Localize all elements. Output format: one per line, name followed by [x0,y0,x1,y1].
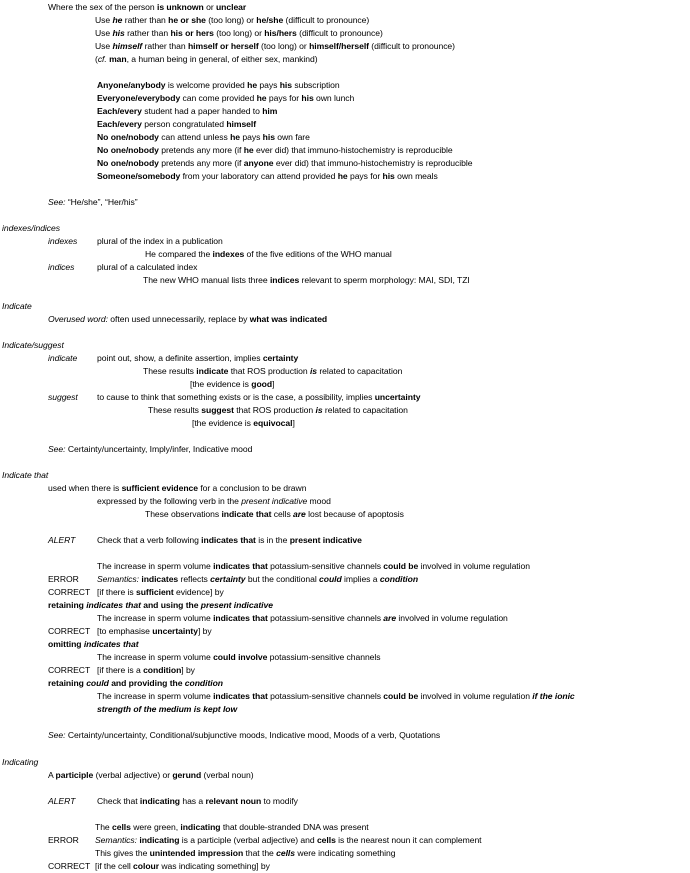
text-run: ALERT [48,796,76,806]
text-run: is in the [255,535,290,545]
text-run: pays [257,80,280,90]
text-run: strength of the medium is kept low [97,704,238,714]
text-line [48,483,306,494]
text-line [48,835,79,846]
text-run: ever did) that immuno-histochemistry is reproducible [273,158,473,168]
text-run: indicates that [213,561,268,571]
text-run: The new WHO manual lists three [143,275,270,285]
text-run: and providing the [108,678,185,688]
text-run: uncertainty [374,392,421,402]
text-line [95,15,369,26]
text-line [97,106,277,117]
text-run: pays for [266,93,302,103]
text-run: cells [316,835,336,845]
text-run: mood [307,496,331,506]
text-run: The [95,822,112,832]
text-line [48,2,246,13]
text-run: relevant to sperm morphology: MAI, SDI, TZI [299,275,470,285]
text-run: cells [271,509,294,519]
text-run: Indicate that [2,470,49,480]
text-line [145,249,392,260]
text-run: his or hers [170,28,214,38]
text-run: [if there is [97,587,136,597]
text-run: ever did) that immuno-histochemistry is reproducible [253,145,453,155]
text-run: indicating [180,822,221,832]
text-line [192,418,295,429]
text-run: reflects [178,574,211,584]
text-run: condition [184,678,223,688]
text-run: indicates that [213,691,268,701]
text-run: Certainty/uncertainty, Conditional/subjunctive moods, Indicative mood, Moods of a verb, Quotations [65,730,441,740]
text-line [97,652,381,663]
text-run: Check that a verb following [97,535,202,545]
text-run: equivocal [253,418,293,428]
text-run: indexes [48,236,78,246]
text-run: CORRECT [48,665,91,675]
text-run: [the evidence is [192,418,254,428]
text-run: can attend unless [158,132,231,142]
text-line [48,678,223,689]
text-run: anyone [243,158,274,168]
text-run: ERROR [48,835,79,845]
text-run: involved in volume regulation [418,691,533,701]
text-run: Use [95,28,113,38]
text-line [48,730,440,741]
text-run: [the evidence is [190,379,252,389]
text-run: of the person [102,2,157,12]
text-line [97,665,195,676]
text-line [97,236,223,247]
text-run: he [243,145,254,155]
text-line [143,275,470,286]
text-run: These results [143,366,197,376]
text-line [48,770,254,781]
text-run: subscription [292,80,340,90]
text-run: could involve [213,652,268,662]
text-run: sufficient evidence [121,483,198,493]
text-line [2,340,64,351]
text-run: A [48,770,56,780]
text-line [48,197,138,208]
text-run: his [301,93,314,103]
text-run: his [279,80,292,90]
text-run: Indicating [2,757,39,767]
text-run: involved in volume regulation [418,561,530,571]
text-run: participle [55,770,94,780]
text-run: certainty [210,574,246,584]
text-line [48,600,273,611]
text-run: rather than [142,41,188,51]
text-line [97,796,298,807]
text-run: CORRECT [48,861,91,871]
text-run: could be [383,691,419,701]
text-line [48,861,90,872]
text-run: for a conclusion to be drawn [198,483,307,493]
text-run: Overused word: [48,314,108,324]
text-run: gerund [172,770,202,780]
text-run: retaining [48,678,87,688]
text-line [95,822,369,833]
text-run: CORRECT [48,626,91,636]
text-run: but the conditional [245,574,320,584]
text-run: good [251,379,273,389]
text-run: , a human being in general, of either sex, mankind) [126,54,318,64]
text-run: Certainty/uncertainty, Imply/infer, Indicative mood [65,444,253,454]
text-run: his [382,171,395,181]
text-run: No one/nobody [97,145,159,155]
text-run: Semantics: [97,574,140,584]
text-run: CORRECT [48,587,91,597]
text-line [143,366,402,377]
text-run: pays [240,132,263,142]
text-run: potassium-sensitive channels [267,613,384,623]
text-run: if the ionic [532,691,575,701]
text-run: that the [243,848,277,858]
text-run: ] [272,379,275,389]
text-run: [to emphasise [97,626,153,636]
text-run: lost because of apoptosis [305,509,404,519]
text-run: is unknown [156,2,204,12]
text-run: pretends any more (if [158,158,244,168]
text-run: plural of a calculated index [97,262,198,272]
text-run: sufficient [136,587,174,597]
text-run: pays for [347,171,383,181]
text-run: cf. [97,54,107,64]
text-line [2,470,48,481]
text-run: condition [143,665,182,675]
text-run: Use [95,15,113,25]
text-run: [if the cell [95,861,134,871]
text-run: himself [112,41,143,51]
text-line [48,444,252,455]
text-line [97,704,237,715]
text-run: indicates that [201,535,256,545]
text-run: Each/every [97,106,142,116]
text-run: Indicate [2,301,32,311]
text-line [97,119,256,130]
text-run: (verbal noun) [201,770,254,780]
text-run: sex [89,2,103,12]
text-run: indicate that [221,509,272,519]
text-run: himself/herself [309,41,369,51]
text-run: (verbal adjective) or [93,770,173,780]
text-line [95,28,383,39]
text-run: present indicative [289,535,362,545]
text-line [190,379,274,390]
text-run: himself [226,119,257,129]
text-run: present indicative [241,496,308,506]
text-run: unintended impression [149,848,244,858]
text-run: own lunch [313,93,355,103]
text-run: expressed by the following verb in the [97,496,242,506]
text-run: was indicating something] by [159,861,270,871]
text-run: that ROS production [233,405,316,415]
text-run: himself or herself [187,41,259,51]
text-run: Where the [48,2,90,12]
text-run: can come provided [180,93,257,103]
text-run: own meals [394,171,438,181]
text-run: Use [95,41,113,51]
text-run: is [315,405,323,415]
text-run: [if there is a [97,665,144,675]
text-run: Semantics: [95,835,138,845]
text-run: are [383,613,397,623]
text-run: He compared the [145,249,213,259]
text-run: indicates [141,574,179,584]
text-line [2,757,38,768]
text-line [95,848,395,859]
text-run: No one/nobody [97,158,159,168]
text-line [48,392,78,403]
text-run: indexes [212,249,245,259]
text-line [48,626,90,637]
text-run: could [86,678,109,688]
text-run: and using the [140,600,201,610]
text-run: is the nearest noun it can complement [335,835,482,845]
text-run: were indicating something [295,848,396,858]
text-run: he [337,171,348,181]
text-run: No one/nobody [97,132,159,142]
text-line [97,145,453,156]
text-run: These observations [145,509,222,519]
text-run: condition [379,574,419,584]
text-run: evidence] by [173,587,224,597]
text-run: The increase in sperm volume [97,613,214,623]
text-run: point out, show, a definite assertion, implies [97,353,263,363]
text-line [48,236,77,247]
text-run: used when there is [48,483,122,493]
text-run: indicating [139,796,181,806]
text-run: he [230,132,241,142]
text-run: his/hers [264,28,297,38]
text-run: him [262,106,278,116]
text-run: (difficult to pronounce) [283,15,370,25]
text-run: related to capacitation [322,405,408,415]
text-run: ] by [197,626,212,636]
text-run: cells [112,822,131,832]
text-run: could be [383,561,419,571]
text-line [97,626,212,637]
text-run: (too long) or [205,15,257,25]
text-run: his [112,28,125,38]
text-run: (difficult to pronounce) [296,28,383,38]
text-run: to modify [261,796,298,806]
text-run: “He/she”, “Her/his” [65,197,138,207]
text-run: student had a paper handed to [141,106,263,116]
text-run: indices [269,275,300,285]
text-run: See: [48,730,66,740]
text-run: ] [292,418,295,428]
text-line [2,223,60,234]
text-line [48,796,75,807]
text-run: The increase in sperm volume [97,561,214,571]
text-run: Check that [97,796,140,806]
text-line [97,691,575,702]
text-line [48,262,74,273]
text-line [97,93,354,104]
text-run: indicate [48,353,78,363]
text-run: See: [48,197,66,207]
text-run: is a participle (verbal adjective) and [179,835,317,845]
text-run: has a [180,796,206,806]
text-run: that ROS production [228,366,310,376]
text-run: relevant noun [205,796,262,806]
text-line [95,835,482,846]
text-line [95,41,455,52]
text-line [97,171,438,182]
text-run: indicate [196,366,229,376]
text-run: man [109,54,127,64]
text-run: (difficult to pronounce) [368,41,455,51]
text-run: certainty [262,353,299,363]
text-run: to cause to think that something exists or is the case, a possibility, implies [97,392,375,402]
text-run: The increase in sperm volume [97,652,214,662]
text-line [95,861,270,872]
text-line [48,314,327,325]
text-run: This gives the [95,848,150,858]
text-run: ( [95,54,98,64]
text-line [145,509,404,520]
text-line [97,353,298,364]
text-run: potassium-sensitive channels [267,561,384,571]
text-line [97,496,331,507]
text-run: Anyone/anybody [97,80,166,90]
text-line [97,587,224,598]
text-line [97,561,530,572]
text-run: The increase in sperm volume [97,691,214,701]
text-run: retaining [48,600,87,610]
text-run: he or she [168,15,206,25]
text-line [48,665,90,676]
text-run: implies a [341,574,380,584]
text-run: is welcome provided [165,80,248,90]
text-run: Everyone/everybody [97,93,181,103]
text-run: These results [148,405,202,415]
text-run: (too long) or [258,41,310,51]
text-run: uncertainty [152,626,198,636]
text-line [48,587,90,598]
text-run: related to capacitation [317,366,403,376]
text-line [48,535,75,546]
text-run: often used unnecessarily, replace by [107,314,250,324]
text-run: rather than [122,15,169,25]
text-run: (too long) or [213,28,265,38]
text-run: present indicative [200,600,273,610]
text-run: he/she [256,15,284,25]
text-run: potassium-sensitive channels [267,652,381,662]
text-line [97,613,508,624]
text-run: he [247,80,258,90]
text-run: suggest [48,392,78,402]
text-run: pretends any more (if [158,145,244,155]
text-run: rather than [124,28,171,38]
text-run: he [256,93,267,103]
text-run: plural of the index in a publication [97,236,223,246]
text-line [97,80,340,91]
text-run: are [293,509,306,519]
text-run: of the five editions of the WHO manual [244,249,392,259]
text-run: Someone/somebody [97,171,181,181]
text-run: indicating [139,835,180,845]
text-run: cells [276,848,295,858]
text-run: indicates that [213,613,268,623]
text-line [48,639,139,650]
text-line [97,574,418,585]
text-run: own fare [274,132,310,142]
text-line [95,54,318,65]
text-run: omitting [48,639,84,649]
text-run: potassium-sensitive channels [267,691,384,701]
text-run: indexes/indices [2,223,61,233]
text-line [148,405,408,416]
text-run: suggest [201,405,234,415]
text-line [2,301,32,312]
text-run: Each/every [97,119,142,129]
text-line [97,158,472,169]
text-run: he [112,15,123,25]
text-line [48,353,77,364]
text-run: Indicate/suggest [2,340,64,350]
text-run: what was indicated [249,314,328,324]
text-run: ] by [181,665,195,675]
text-run: that double-stranded DNA was present [220,822,369,832]
text-line [97,392,421,403]
text-run: or [203,2,216,12]
text-run: ERROR [48,574,79,584]
text-run: person congratulated [141,119,227,129]
text-line [48,574,79,585]
text-run: involved in volume regulation [396,613,508,623]
text-run: indices [48,262,75,272]
text-line [97,132,310,143]
text-run: unclear [215,2,247,12]
text-run: indicates that [83,639,139,649]
text-run: ALERT [48,535,76,545]
text-run: from your laboratory can attend provided [180,171,338,181]
text-run: colour [133,861,160,871]
text-run: were green, [130,822,181,832]
text-run: is [309,366,318,376]
text-run: his [262,132,275,142]
text-run: indicates that [86,600,141,610]
text-run: See: [48,444,66,454]
text-line [97,535,362,546]
text-line [97,262,197,273]
text-run: could [319,574,342,584]
